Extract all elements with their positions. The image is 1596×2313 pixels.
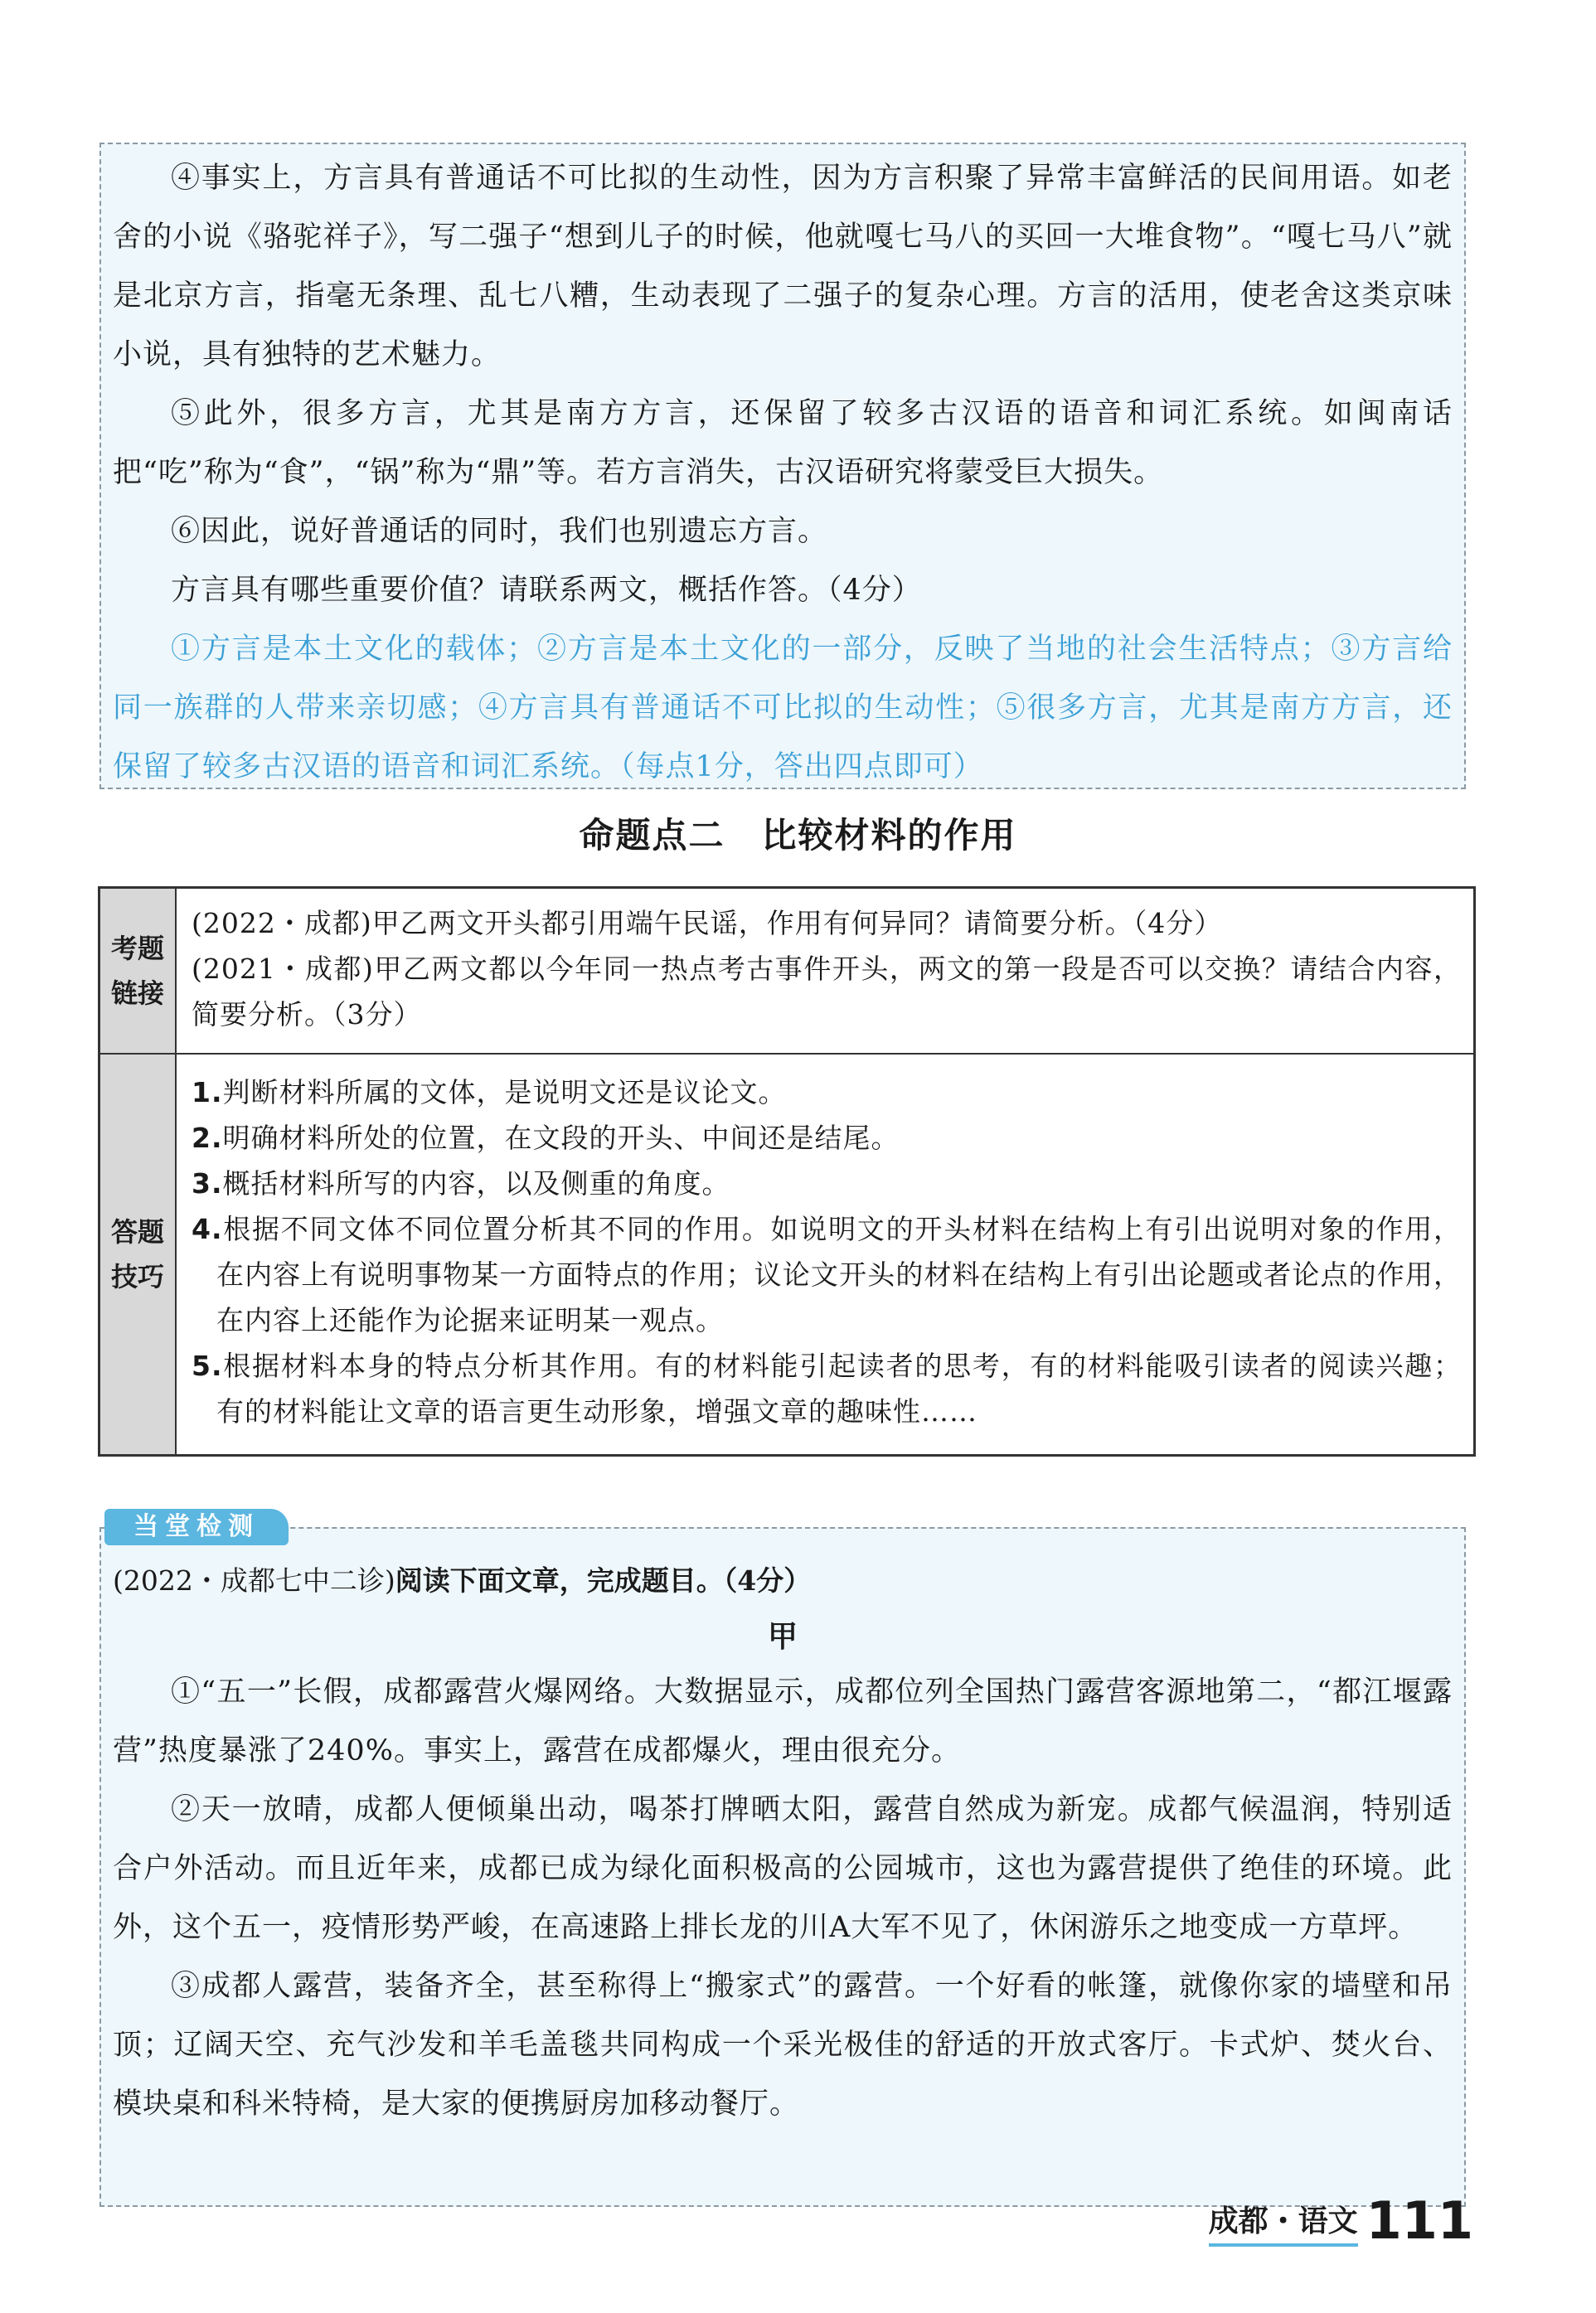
page-number: 111 — [1366, 2190, 1473, 2251]
answer-tips-content — [177, 1055, 1473, 1454]
tip-step-2-num: 2. — [192, 1122, 223, 1154]
check-instruction-line — [113, 1552, 1453, 1610]
check-source: (2022・成都七中二诊) — [113, 1564, 395, 1597]
tip-step-2-text: 明确材料所处的位置，在文段的开头、中间还是结尾。 — [222, 1122, 900, 1154]
label-exam-links-line2: 链接 — [110, 977, 164, 1009]
exam-link-2022: (2022・成都)甲乙两文开头都引用端午民谣，作用有何异同？请简要分析。（4分） — [192, 907, 1223, 939]
exam-links-content — [177, 889, 1473, 1055]
in-class-check-box — [99, 1527, 1466, 2207]
tip-step-4-text: 根据不同文体不同位置分析其不同的作用。如说明文的开头材料在结构上有引出说明对象的作用，在内容上有说明事物某一方面特点的作用；议论文开头的材料在结构上有引出论题或者论点的作用，在内容上还能作为论据来证明某一观点。 — [216, 1213, 1462, 1336]
tip-step-1-text: 判断材料所属的文体，是说明文还是议论文。 — [222, 1076, 787, 1108]
in-class-check-badge: 当堂检测 — [104, 1509, 289, 1545]
paragraph-6: ⑥因此，说好普通话的同时，我们也别遗忘方言。 — [171, 515, 828, 548]
tip-step-5-text: 根据材料本身的特点分析其作用。有的材料能引起读者的思考，有的材料能吸引读者的阅读兴趣；有的材料能让文章的语言更生动形象，增强文章的趣味性…… — [216, 1350, 1462, 1428]
tip-step-3 — [192, 1161, 1462, 1206]
answer: ①方言是本土文化的载体；②方言是本土文化的一部分，反映了当地的社会生活特点；③方言给同一族群的人带来亲切感；④方言具有普通话不可比拟的生动性；⑤很多方言，尤其是南方方言，还保留了较多古汉语的语音和词汇系统。（每点1分，答出四点即可） — [113, 633, 1453, 783]
tip-step-1-num: 1. — [192, 1076, 223, 1108]
tip-step-5-num: 5. — [192, 1350, 223, 1382]
tip-step-5 — [192, 1343, 1462, 1434]
passage-heading-jia: 甲 — [767, 1619, 798, 1654]
reading-passage-continued — [99, 143, 1466, 789]
section-title: 命题点二 比较材料的作用 — [579, 815, 1017, 856]
label-exam-links-line1: 考题 — [110, 933, 164, 964]
tip-step-3-text: 概括材料所写的内容，以及侧重的角度。 — [222, 1167, 730, 1200]
label-answer-tips — [100, 1055, 177, 1454]
paragraph-5: ⑤此外，很多方言，尤其是南方方言，还保留了较多古汉语的语音和词汇系统。如闽南话把“吃”称为“食”，“锅”称为“鼎”等。若方言消失，古汉语研究将蒙受巨大损失。 — [113, 397, 1453, 489]
label-answer-tips-line2: 技巧 — [110, 1261, 164, 1292]
tip-step-4-num: 4. — [192, 1213, 223, 1245]
tip-step-4 — [192, 1206, 1462, 1343]
question: 方言具有哪些重要价值？请联系两文，概括作答。（4分） — [171, 574, 922, 607]
label-exam-links — [100, 889, 177, 1055]
page-footer — [1208, 2190, 1473, 2251]
tip-step-2 — [192, 1115, 1462, 1161]
exam-link-2021: (2021・成都)甲乙两文都以今年同一热点考古事件开头，两文的第一段是否可以交换？请结合内容，简要分析。（3分） — [192, 953, 1462, 1030]
paragraph-4: ④事实上，方言具有普通话不可比拟的生动性，因为方言积聚了异常丰富鲜活的民间用语。如老舍的小说《骆驼祥子》，写二强子“想到儿子的时候，他就嘎七马八的买回一大堆食物”。“嘎七马八”就是北京方言，指毫无条理、乱七八糟，生动表现了二强子的复杂心理。方言的活用，使老舍这类京味小说，具有独特的艺术魅力。 — [113, 162, 1453, 371]
check-paragraph-1: ①“五一”长假，成都露营火爆网络。大数据显示，成都位列全国热门露营客源地第二，“都江堰露营”热度暴涨了240%。事实上，露营在成都爆火，理由很充分。 — [113, 1675, 1453, 1767]
footer-label: 成都・语文 — [1209, 2198, 1358, 2247]
check-instruction: 阅读下面文章，完成题目。（4分） — [395, 1564, 812, 1597]
tip-step-1 — [192, 1069, 1462, 1115]
tip-step-3-num: 3. — [192, 1167, 223, 1200]
tips-table — [98, 886, 1476, 1457]
label-answer-tips-line1: 答题 — [110, 1216, 164, 1248]
check-paragraph-2: ②天一放晴，成都人便倾巢出动，喝茶打牌晒太阳，露营自然成为新宠。成都气候温润，特别适合户外活动。而且近年来，成都已成为绿化面积极高的公园城市，这也为露营提供了绝佳的环境。此外，这个五一，疫情形势严峻，在高速路上排长龙的川A大军不见了，休闲游乐之地变成一方草坪。 — [113, 1793, 1453, 1944]
check-paragraph-3: ③成都人露营，装备齐全，甚至称得上“搬家式”的露营。一个好看的帐篷，就像你家的墙壁和吊顶；辽阔天空、充气沙发和羊毛盖毯共同构成一个采光极佳的舒适的开放式客厅。卡式炉、焚火台、模块桌和科米特椅，是大家的便携厨房加移动餐厅。 — [113, 1970, 1453, 2121]
